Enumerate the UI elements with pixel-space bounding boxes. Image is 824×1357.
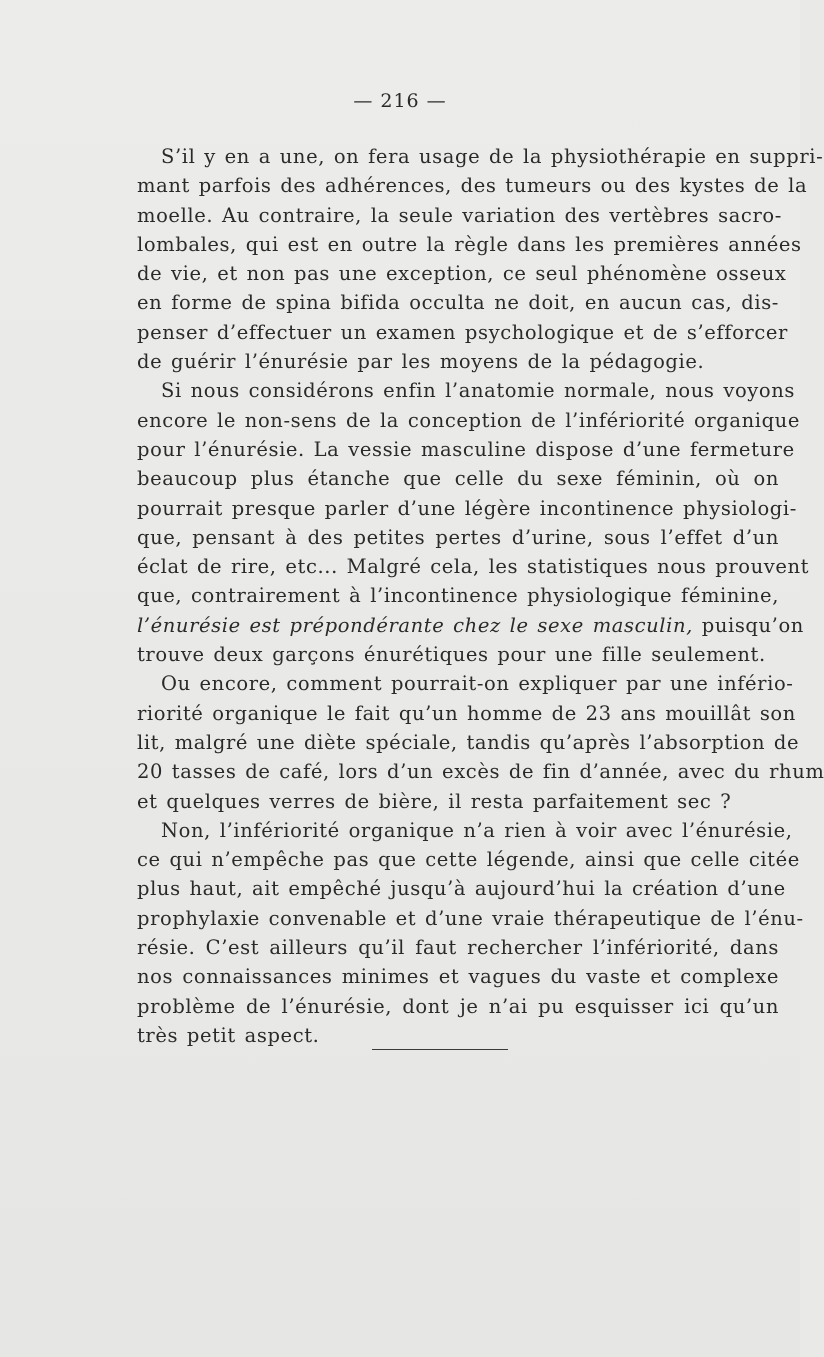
text-line: riorité organique le fait qu’un homme de 23 ans mouillât son xyxy=(137,701,796,725)
text-line: ce qui n’empêche pas que cette légende, ainsi que celle citée xyxy=(137,848,800,872)
text-line: de guérir l’énurésie par les moyens de la pédagogie. xyxy=(137,350,705,374)
body-text xyxy=(137,142,824,1050)
text-line: lombales, qui est en outre la règle dans les premières années xyxy=(137,232,802,256)
text-line: que, pensant à des petites pertes d’urine, sous l’effet d’un xyxy=(137,525,779,549)
text-line: Non, l’infériorité organique n’a rien à voir avec l’énurésie, xyxy=(161,818,793,842)
text-line: mant parfois des adhérences, des tumeurs ou des kystes de la xyxy=(137,174,808,198)
text-line: nos connaissances minimes et vagues du vaste et complexe xyxy=(137,965,779,989)
end-rule xyxy=(372,1049,508,1050)
text-line: 20 tasses de café, lors d’un excès de fin d’année, avec du rhum xyxy=(137,760,824,784)
emphasized-text: l’énurésie est prépondérante chez le sexe masculin, xyxy=(137,613,693,637)
text-line: très petit aspect. xyxy=(137,1023,320,1047)
text-line: encore le non-sens de la conception de l’infériorité organique xyxy=(137,408,800,432)
text-line: Ou encore, comment pourrait-on expliquer par une infério- xyxy=(161,672,794,696)
text-line: de vie, et non pas une exception, ce seul phénomène osseux xyxy=(137,262,787,286)
text-line: pourrait presque parler d’une légère incontinence physiologi- xyxy=(137,496,797,520)
text-line: éclat de rire, etc... Malgré cela, les statistiques nous prouvent xyxy=(137,555,810,579)
text-line: plus haut, ait empêché jusqu’à aujourd’hui la création d’une xyxy=(137,877,786,901)
text-line: S’il y en a une, on fera usage de la physiothérapie en suppri- xyxy=(161,145,824,168)
text-line: Si nous considérons enfin l’anatomie normale, nous voyons xyxy=(161,379,796,403)
text-line: résie. C’est ailleurs qu’il faut rechercher l’infériorité, dans xyxy=(137,936,779,960)
line-text: puisqu’on xyxy=(692,613,804,637)
text-line xyxy=(137,611,804,640)
text-line: prophylaxie convenable et d’une vraie thérapeutique de l’énu- xyxy=(137,906,804,930)
text-line: moelle. Au contraire, la seule variation des vertèbres sacro- xyxy=(137,203,782,227)
text-line: beaucoup plus étanche que celle du sexe féminin, où on xyxy=(137,467,779,491)
text-line: trouve deux garçons énurétiques pour une fille seulement. xyxy=(137,643,766,667)
text-line: pour l’énurésie. La vessie masculine dispose d’une fermeture xyxy=(137,437,795,461)
text-line: et quelques verres de bière, il resta parfaitement sec ? xyxy=(137,789,732,813)
text-line: problème de l’énurésie, dont je n’ai pu esquisser ici qu’un xyxy=(137,994,779,1018)
page-number: — 216 — xyxy=(353,90,447,112)
text-line: lit, malgré une diète spéciale, tandis qu’après l’absorption de xyxy=(137,730,800,754)
text-line: en forme de spina bifida occulta ne doit, en aucun cas, dis- xyxy=(137,291,779,315)
text-line: penser d’effectuer un examen psychologique et de s’efforcer xyxy=(137,320,788,344)
text-line: que, contrairement à l’incontinence physiologique féminine, xyxy=(137,584,779,608)
